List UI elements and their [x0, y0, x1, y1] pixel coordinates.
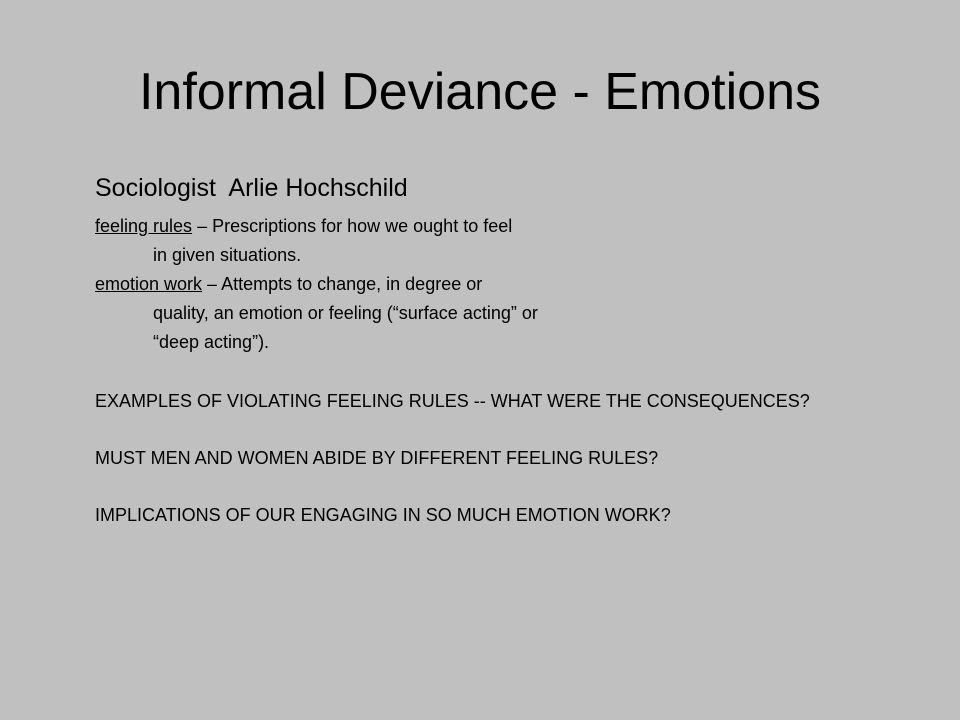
term-feeling-rules: feeling rules	[95, 216, 193, 236]
term-emotion-work: emotion work	[95, 274, 203, 294]
definition-continuation: “deep acting”).	[153, 332, 270, 352]
slide-subtitle: Sociologist Arlie Hochschild	[95, 174, 408, 202]
question-men-and-women: MUST MEN AND WOMEN ABIDE BY DIFFERENT FEELING RULES?	[95, 448, 659, 468]
definition-text: – Attempts to change, in degree or	[202, 274, 483, 294]
definition-continuation: quality, an emotion or feeling (“surface acting” or	[153, 303, 538, 323]
definition-text: – Prescriptions for how we ought to feel	[192, 216, 513, 236]
definition-emotion-work	[95, 270, 915, 299]
question-implications: IMPLICATIONS OF OUR ENGAGING IN SO MUCH EMOTION WORK?	[95, 505, 671, 525]
definition-feeling-rules	[95, 212, 915, 241]
slide-title: Informal Deviance - Emotions	[138, 63, 822, 121]
question-violating-feeling-rules: EXAMPLES OF VIOLATING FEELING RULES -- WHAT WERE THE CONSEQUENCES?	[95, 391, 810, 411]
definition-continuation: in given situations.	[153, 245, 302, 265]
slide-body	[95, 170, 915, 526]
